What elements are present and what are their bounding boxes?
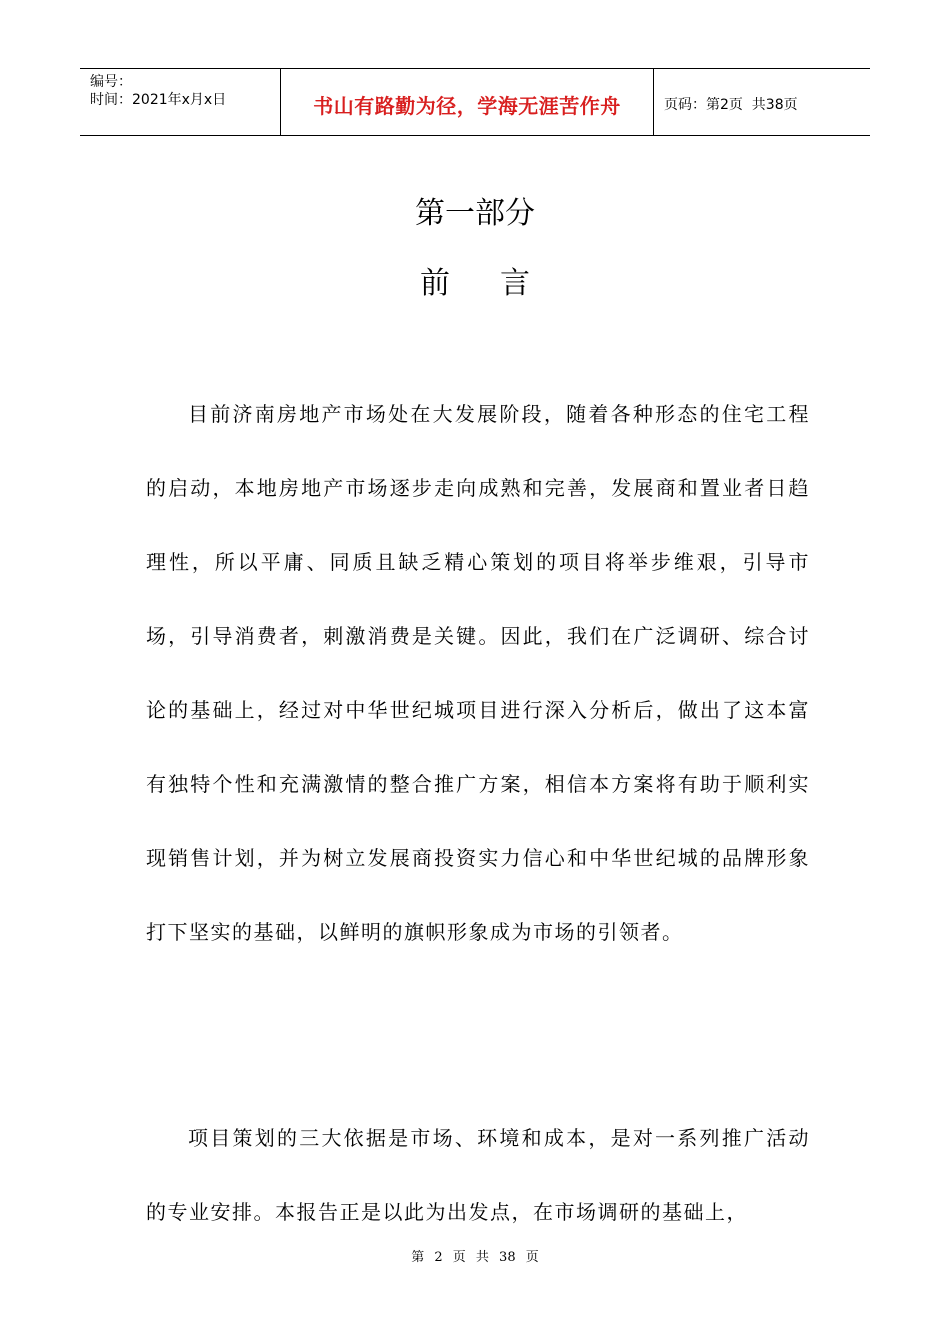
part-title: 第一部分 (415, 196, 535, 231)
body-paragraph: 项目策划的三大依据是市场、环境和成本，是对一系列推广活动的专业安排。本报告正是以此为出发点，在市场调研的基础上， (146, 1126, 810, 1224)
header-motto: 书山有路勤为径，学海无涯苦作舟 (281, 69, 654, 135)
document-number-label: 编号： (90, 74, 132, 90)
header-info-cell (80, 69, 281, 135)
section-title: 前言 (420, 266, 580, 301)
document-time-label: 时间：2021年x月x日 (90, 92, 227, 108)
header-page-label: 页码：第2页 共38页 (664, 97, 798, 113)
page-footer: 第 2 页 共 38 页 (411, 1250, 539, 1265)
page-header (80, 68, 870, 136)
header-page-cell (654, 69, 870, 135)
body-paragraph: 目前济南房地产市场处在大发展阶段，随着各种形态的住宅工程的启动，本地房地产市场逐步走向成熟和完善，发展商和置业者日趋理性，所以平庸、同质且缺乏精心策划的项目将举步维艰，引导市场，引导消费者，刺激消费是关键。因此，我们在广泛调研、综合讨论的基础上，经过对中华世纪城项目进行深入分析后，做出了这本富有独特个性和充满激情的整合推广方案，相信本方案将有助于顺利实现销售计划，并为树立发展商投资实力信心和中华世纪城的品牌形象打下坚实的基础，以鲜明的旗帜形象成为市场的引领者。 (146, 402, 810, 944)
